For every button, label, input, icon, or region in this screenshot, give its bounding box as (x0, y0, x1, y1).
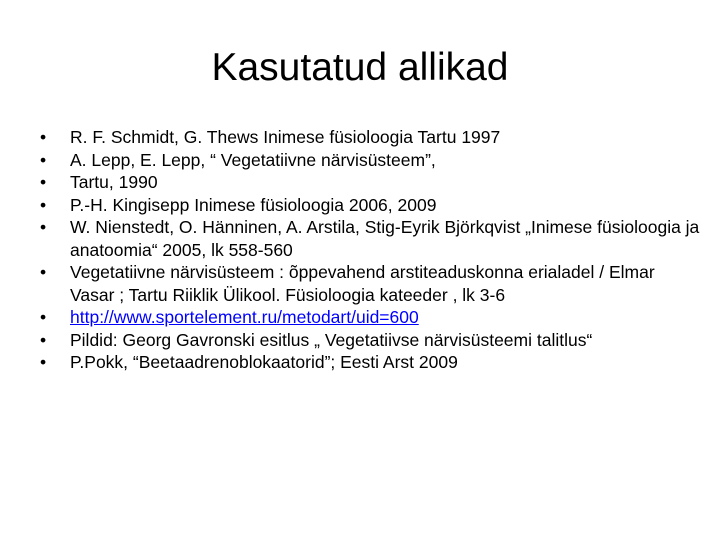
bullet-icon: • (40, 352, 47, 372)
reference-item (40, 306, 700, 329)
reference-item (40, 261, 700, 306)
reference-list (40, 126, 700, 374)
reference-text: Vegetatiivne närvisüsteem : õppevahend arstiteaduskonna erialadel / Elmar Vasar ; Tartu Riiklik Ülikool. Füsioloogia kateeder , lk 3-6 (70, 262, 655, 305)
reference-item (40, 126, 700, 149)
bullet-icon: • (40, 127, 47, 147)
reference-item (40, 149, 700, 172)
slide-title: Kasutatud allikad (211, 46, 509, 89)
reference-item (40, 329, 700, 352)
bullet-icon: • (40, 194, 47, 215)
bullet-icon: • (40, 172, 47, 192)
bullet-icon: • (40, 262, 47, 282)
reference-text: Pildid: Georg Gavronski esitlus „ Vegetatiivse närvisüsteemi talitlus“ (70, 329, 593, 350)
reference-text: R. F. Schmidt, G. Thews Inimese füsioloogia Tartu 1997 (70, 127, 501, 147)
reference-item (40, 216, 700, 261)
reference-text: P.Pokk, “Beetaadrenoblokaatorid”; Eesti Arst 2009 (70, 352, 458, 372)
reference-item (40, 194, 700, 217)
bullet-icon: • (40, 217, 47, 237)
reference-text: Tartu, 1990 (70, 172, 158, 192)
bullet-icon: • (40, 329, 47, 350)
reference-link[interactable]: http://www.sportelement.ru/metodart/uid=600 (70, 307, 419, 327)
reference-text: P.-H. Kingisepp Inimese füsioloogia 2006, 2009 (70, 194, 437, 215)
bullet-icon: • (40, 307, 47, 327)
reference-text: A. Lepp, E. Lepp, “ Vegetatiivne närvisüsteem”, (70, 149, 436, 170)
reference-item (40, 171, 700, 194)
reference-item (40, 351, 700, 374)
reference-text: W. Nienstedt, O. Hänninen, A. Arstila, Stig-Eyrik Björkqvist „Inimese füsioloogia ja anatoomia“ 2005, lk 558-560 (70, 217, 700, 260)
bullet-icon: • (40, 149, 47, 170)
